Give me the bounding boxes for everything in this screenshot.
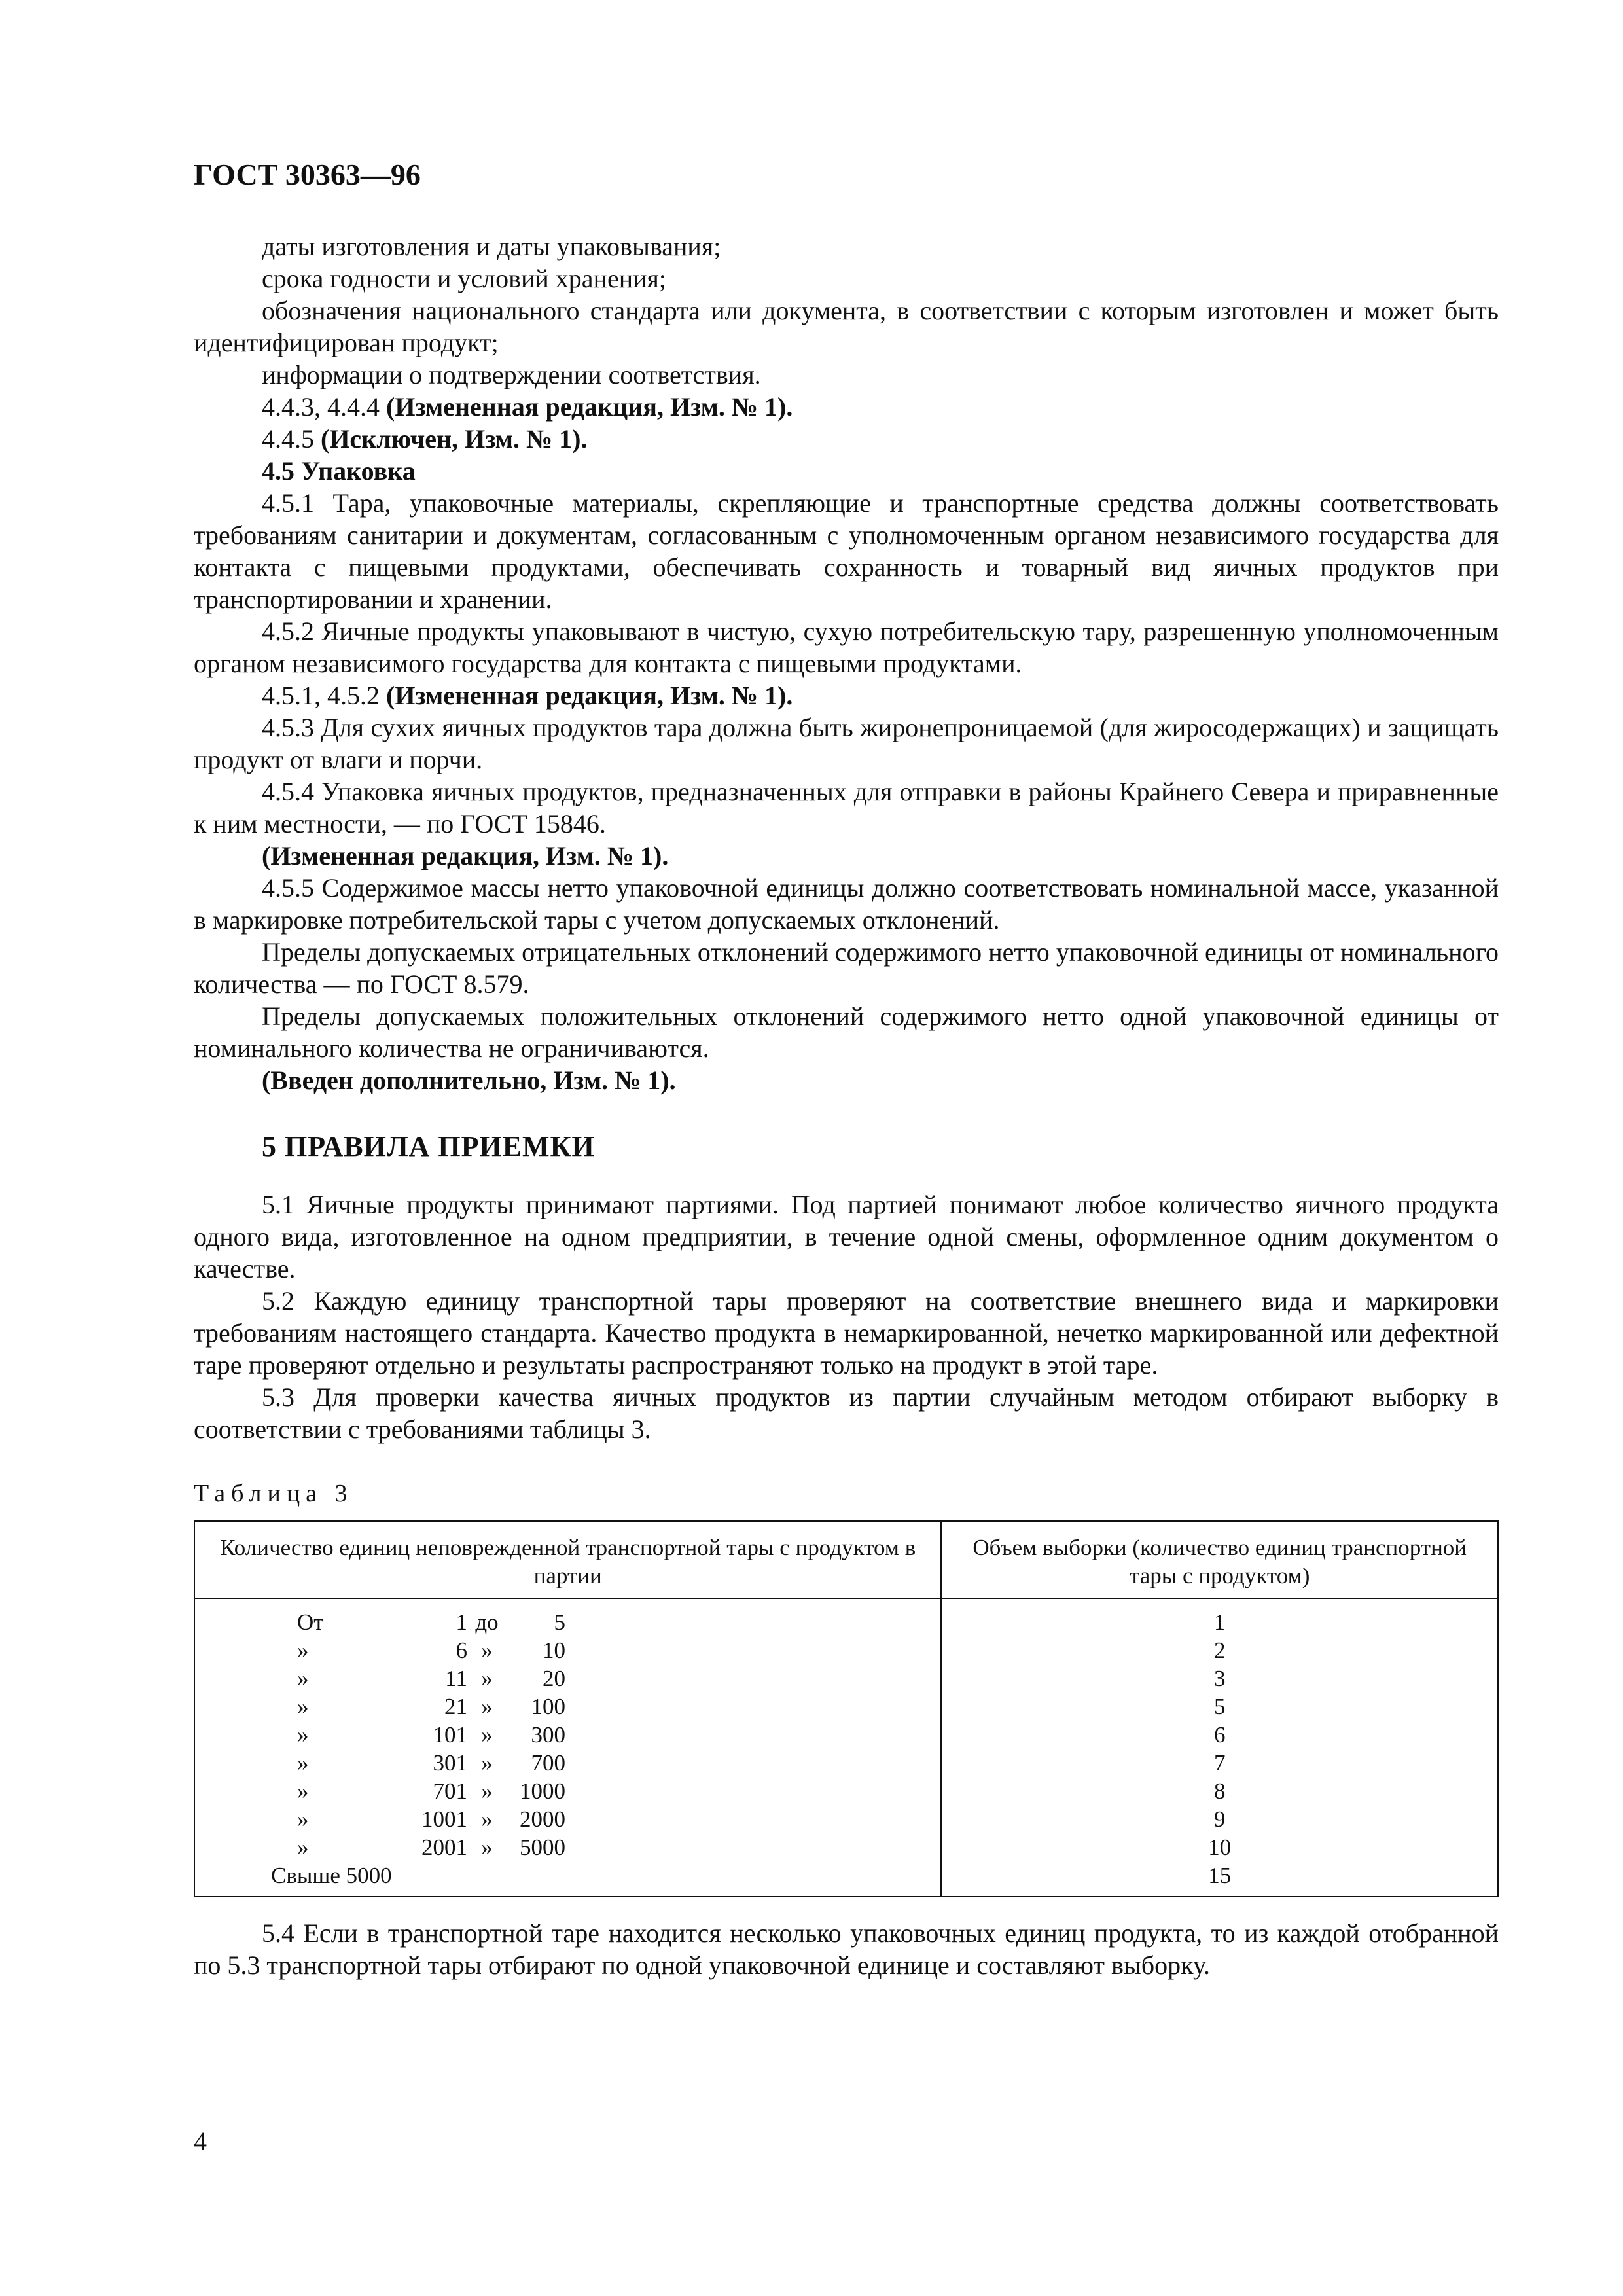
list-item-standard: обозначения национального стандарта или документа, в соответствии с которым изготовлен и может быть идентифицирован продукт; xyxy=(194,296,1499,357)
count-cell: 15 xyxy=(941,1861,1498,1897)
column-header-sample-size: Объем выборки (количество единиц транспортной тары с продуктом) xyxy=(941,1521,1498,1598)
table-row xyxy=(194,1598,1498,1636)
range-lo: 2001 xyxy=(421,1835,467,1860)
count-cell: 5 xyxy=(941,1693,1498,1721)
range-cell xyxy=(194,1664,941,1693)
count-cell: 9 xyxy=(941,1805,1498,1833)
range-pre: » xyxy=(297,1694,309,1719)
section-title: 5 ПРАВИЛА ПРИЕМКИ xyxy=(262,1130,595,1162)
range-cell xyxy=(194,1777,941,1805)
count-cell: 1 xyxy=(941,1598,1498,1636)
amendment-note: (Измененная редакция, Изм. № 1). xyxy=(386,392,793,422)
table-3 xyxy=(194,1520,1499,1897)
range-text xyxy=(208,1608,927,1636)
clause-number: 4.4.5 xyxy=(262,424,314,454)
count-cell: 7 xyxy=(941,1749,1498,1777)
table-row xyxy=(194,1721,1498,1749)
list-item-shelf-life: срока годности и условий хранения; xyxy=(262,264,667,293)
range-lo: 1001 xyxy=(421,1806,467,1832)
range-cell xyxy=(194,1721,941,1749)
range-cell xyxy=(194,1805,941,1833)
range-cell xyxy=(194,1636,941,1664)
clause-4-5-4: 4.5.4 Упаковка яичных продуктов, предназначенных для отправки в районы Крайнего Севера и приравненные к ним местности, — по ГОСТ 15846. xyxy=(194,777,1499,838)
document-code: ГОСТ 30363—96 xyxy=(194,158,421,191)
table-caption: Таблица 3 xyxy=(194,1480,353,1507)
subsection-title: 4.5 Упаковка xyxy=(262,456,416,486)
clause-4-4-5 xyxy=(194,423,1499,455)
list-item-date: даты изготовления и даты упаковывания; xyxy=(262,232,721,261)
range-hi: 5000 xyxy=(520,1835,565,1860)
range-cell xyxy=(194,1598,941,1636)
clause-number: 4.5.1, 4.5.2 xyxy=(262,681,380,710)
range-cell xyxy=(194,1693,941,1721)
clause-5-3: 5.3 Для проверки качества яичных продуктов из партии случайным методом отбирают выборку в соответствии с требованиями таблицы 3. xyxy=(194,1382,1499,1444)
range-text xyxy=(208,1721,927,1749)
range-pre: » xyxy=(297,1778,309,1804)
page-number: 4 xyxy=(194,2126,207,2156)
range-cell xyxy=(194,1749,941,1777)
clause-4-4-3 xyxy=(194,391,1499,423)
count-cell: 3 xyxy=(941,1664,1498,1693)
range-hi: 700 xyxy=(531,1750,565,1776)
range-lo: 6 xyxy=(455,1638,467,1663)
range-lo: 101 xyxy=(433,1722,467,1748)
clause-4-5-1-2-note xyxy=(194,679,1499,711)
range-pre: » xyxy=(297,1666,309,1691)
range-pre: От xyxy=(297,1609,324,1635)
clause-4-5-3: 4.5.3 Для сухих яичных продуктов тара должна быть жиронепроницаемой (для жиросодержащих) и защищать продукт от влаги и порчи. xyxy=(194,713,1499,774)
clause-4-5-1: 4.5.1 Тара, упаковочные материалы, скрепляющие и транспортные средства должны соответствовать требованиям санитарии и документам, согласованным с уполномоченным органом независимого государства для контакта с пищевыми продуктами, обеспечивать сохранность и товарный вид яичных продуктов при транспортировании и хранении. xyxy=(194,488,1499,614)
table-row xyxy=(194,1749,1498,1777)
range-hi: 5 xyxy=(554,1609,565,1635)
range-hi: 2000 xyxy=(520,1806,565,1832)
range-mid: » xyxy=(481,1778,493,1804)
range-pre: » xyxy=(297,1638,309,1663)
range-mid: до xyxy=(475,1609,499,1635)
table-row xyxy=(194,1805,1498,1833)
range-hi: 100 xyxy=(531,1694,565,1719)
table-row xyxy=(194,1664,1498,1693)
range-pre: » xyxy=(297,1750,309,1776)
amendment-note: (Измененная редакция, Изм. № 1). xyxy=(386,681,793,710)
list-item-conformity: информации о подтверждении соответствия. xyxy=(262,360,761,389)
range-mid: » xyxy=(481,1835,493,1860)
range-lo: 701 xyxy=(433,1778,467,1804)
document-body xyxy=(194,230,1499,1981)
range-pre: » xyxy=(297,1722,309,1748)
range-lo: 11 xyxy=(445,1666,467,1691)
range-hi: 1000 xyxy=(520,1778,565,1804)
amendment-note: (Измененная редакция, Изм. № 1). xyxy=(262,841,669,870)
range-text xyxy=(208,1636,927,1664)
clause-4-5-5-positive: Пределы допускаемых положительных отклонений содержимого нетто одной упаковочной единицы от номинального количества не ограничиваются. xyxy=(194,1001,1499,1063)
range-mid: » xyxy=(481,1750,493,1776)
column-header-quantity: Количество единиц неповрежденной транспортной тары с продуктом в партии xyxy=(194,1521,941,1598)
range-mid: » xyxy=(481,1806,493,1832)
clause-5-1: 5.1 Яичные продукты принимают партиями. Под партией понимают любое количество яичного продукта одного вида, изготовленное на одном предприятии, в течение одной смены, оформленное одним документом о качестве. xyxy=(194,1190,1499,1283)
clause-number: 4.4.3, 4.4.4 xyxy=(262,392,380,422)
range-text: Свыше 5000 xyxy=(271,1863,392,1888)
range-text xyxy=(208,1664,927,1693)
range-mid: » xyxy=(481,1694,493,1719)
range-mid: » xyxy=(481,1722,493,1748)
range-pre: » xyxy=(297,1806,309,1832)
count-cell: 2 xyxy=(941,1636,1498,1664)
amendment-note: (Введен дополнительно, Изм. № 1). xyxy=(262,1066,676,1095)
count-cell: 10 xyxy=(941,1833,1498,1861)
range-lo: 301 xyxy=(433,1750,467,1776)
range-lo: 1 xyxy=(455,1609,467,1635)
amendment-note: (Исключен, Изм. № 1). xyxy=(321,424,588,454)
range-mid: » xyxy=(481,1638,493,1663)
range-hi: 10 xyxy=(543,1638,565,1663)
range-lo: 21 xyxy=(444,1694,467,1719)
table-row xyxy=(194,1636,1498,1664)
clause-5-2: 5.2 Каждую единицу транспортной тары проверяют на соответствие внешнего вида и маркировки требованиям настоящего стандарта. Качество продукта в немаркированной, нечетко маркированной или дефектной таре проверяют отдельно и результаты распространяют только на продукт в этой таре. xyxy=(194,1286,1499,1380)
table-row xyxy=(194,1777,1498,1805)
range-text xyxy=(208,1693,927,1721)
range-hi: 300 xyxy=(531,1722,565,1748)
range-cell xyxy=(194,1833,941,1861)
range-text xyxy=(208,1805,927,1833)
table-row xyxy=(194,1693,1498,1721)
count-cell: 6 xyxy=(941,1721,1498,1749)
table-header-row xyxy=(194,1521,1498,1598)
range-text xyxy=(208,1777,927,1805)
clause-5-4: 5.4 Если в транспортной таре находится несколько упаковочных единиц продукта, то из каждой отобранной по 5.3 транспортной тары отбирают по одной упаковочной единице и составляют выборку. xyxy=(194,1918,1499,1980)
range-text xyxy=(208,1749,927,1777)
table-row xyxy=(194,1833,1498,1861)
clause-4-5-5-negative: Пределы допускаемых отрицательных отклонений содержимого нетто упаковочной единицы от номинального количества — по ГОСТ 8.579. xyxy=(194,937,1499,999)
range-mid: » xyxy=(481,1666,493,1691)
range-hi: 20 xyxy=(543,1666,565,1691)
table-row xyxy=(194,1861,1498,1897)
count-cell: 8 xyxy=(941,1777,1498,1805)
table-body xyxy=(194,1598,1498,1897)
range-text xyxy=(208,1833,927,1861)
range-cell xyxy=(194,1861,941,1897)
clause-4-5-5: 4.5.5 Содержимое массы нетто упаковочной единицы должно соответствовать номинальной массе, указанной в маркировке потребительской тары с учетом допускаемых отклонений. xyxy=(194,873,1499,935)
range-pre: » xyxy=(297,1835,309,1860)
clause-4-5-2: 4.5.2 Яичные продукты упаковывают в чистую, сухую потребительскую тару, разрешенную уполномоченным органом независимого государства для контакта с пищевыми продуктами. xyxy=(194,617,1499,678)
